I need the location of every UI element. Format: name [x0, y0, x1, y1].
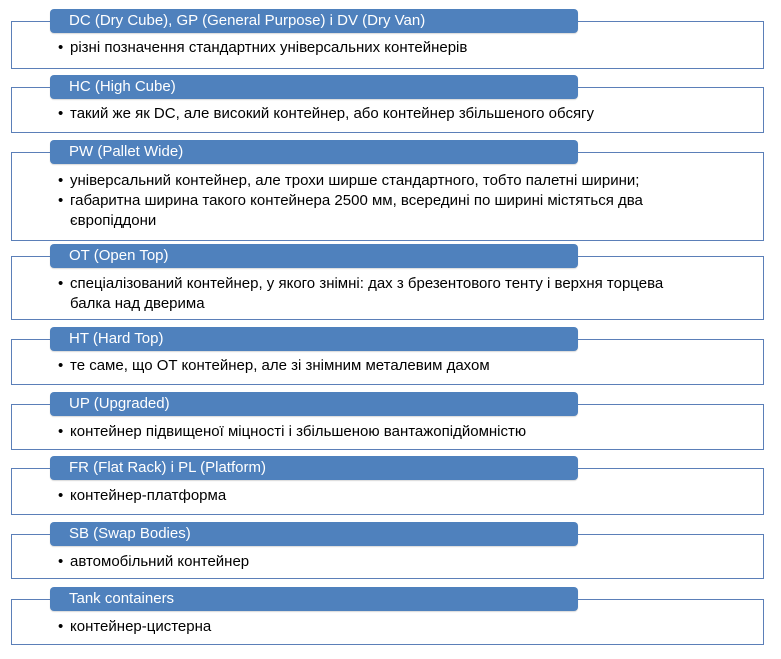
section-header: Tank containers [50, 587, 578, 611]
bullet-item: • габаритна ширина такого контейнера 2500 мм, всередині по ширині містяться два європіддони [58, 191, 713, 231]
bullet-list [58, 38, 761, 58]
bullet-list [58, 552, 761, 572]
section-header: OT (Open Top) [50, 244, 578, 268]
section-header: DC (Dry Cube), GP (General Purpose) і DV (Dry Van) [50, 9, 578, 33]
bullet-item: • контейнер-цистерна [58, 617, 761, 637]
bullet-list [58, 617, 761, 637]
bullet-item: • такий же як DC, але високий контейнер, або контейнер збільшеного обсягу [58, 104, 761, 124]
bullet-item: • універсальний контейнер, але трохи ширше стандартного, тобто палетні ширини; [58, 171, 713, 191]
bullet-list [58, 104, 761, 124]
bullet-item: • контейнер-платформа [58, 486, 761, 506]
bullet-item: • різні позначення стандартних універсальних контейнерів [58, 38, 761, 58]
bullet-item: • автомобільний контейнер [58, 552, 761, 572]
section-header: PW (Pallet Wide) [50, 140, 578, 164]
section-header: UP (Upgraded) [50, 392, 578, 416]
section-header: FR (Flat Rack) і PL (Platform) [50, 456, 578, 480]
bullet-item: • спеціалізований контейнер, у якого знімні: дах з брезентового тенту і верхня торцева балка над дверима [58, 274, 668, 314]
bullet-item: • контейнер підвищеної міцності і збільшеною вантажопідйомністю [58, 422, 761, 442]
bullet-list [58, 274, 668, 314]
bullet-list [58, 422, 761, 442]
section-header: SB (Swap Bodies) [50, 522, 578, 546]
bullet-list [58, 356, 761, 376]
bullet-list [58, 171, 713, 231]
section-header: HT (Hard Top) [50, 327, 578, 351]
bullet-list [58, 486, 761, 506]
bullet-item: • те саме, що OT контейнер, але зі знімним металевим дахом [58, 356, 761, 376]
section-header: HC (High Cube) [50, 75, 578, 99]
